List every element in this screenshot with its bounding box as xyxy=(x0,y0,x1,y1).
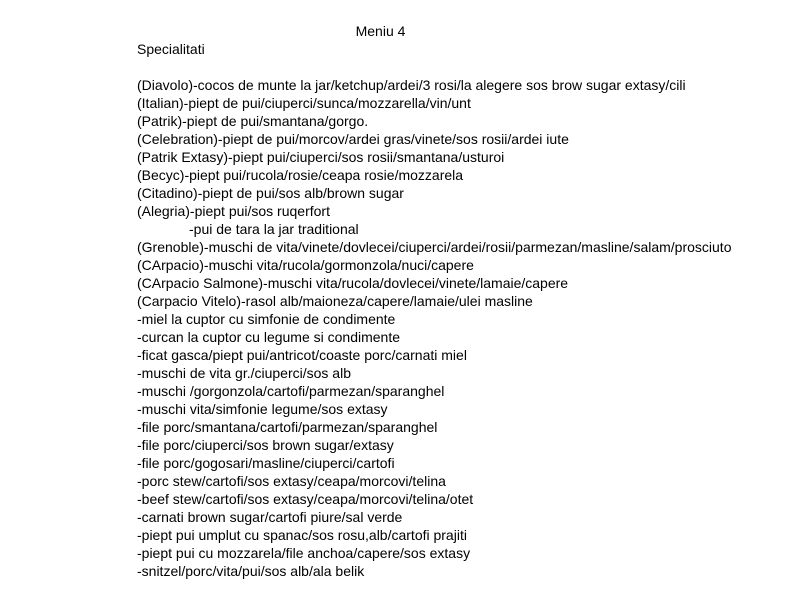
menu-items-list xyxy=(137,76,800,580)
section-heading: Specialitati xyxy=(137,41,205,57)
menu-item: -piept pui cu mozzarela/file anchoa/capere/sos extasy xyxy=(137,545,471,561)
menu-item: -porc stew/cartofi/sos extasy/ceapa/morcovi/telina xyxy=(137,473,446,489)
menu-item: (Celebration)-piept de pui/morcov/ardei gras/vinete/sos rosii/ardei iute xyxy=(137,131,569,147)
menu-item: -muschi vita/simfonie legume/sos extasy xyxy=(137,401,388,417)
menu-item: (CArpacio)-muschi vita/rucola/gormonzola/nuci/capere xyxy=(137,257,474,273)
menu-item: (Alegria)-piept pui/sos ruqerfort xyxy=(137,203,330,219)
menu-item: -file porc/smantana/cartofi/parmezan/sparanghel xyxy=(137,419,438,435)
menu-title: Meniu 4 xyxy=(355,23,406,39)
menu-item: (Patrik Extasy)-piept pui/ciuperci/sos rosii/smantana/usturoi xyxy=(137,149,505,165)
menu-item: -file porc/gogosari/masline/ciuperci/cartofi xyxy=(137,455,395,471)
menu-item: (Grenoble)-muschi de vita/vinete/dovlecei/ciuperci/ardei/rosii/parmezan/masline/salam/prosciuto xyxy=(137,239,732,255)
menu-item: -piept pui umplut cu spanac/sos rosu,alb/cartofi prajiti xyxy=(137,527,467,543)
menu-item: -file porc/ciuperci/sos brown sugar/extasy xyxy=(137,437,394,453)
menu-item: (Patrik)-piept de pui/smantana/gorgo. xyxy=(137,113,369,129)
menu-item: -miel la cuptor cu simfonie de condimente xyxy=(137,311,396,327)
menu-item: -muschi de vita gr./ciuperci/sos alb xyxy=(137,365,351,381)
menu-item: (Carpacio Vitelo)-rasol alb/maioneza/capere/lamaie/ulei masline xyxy=(137,293,533,309)
menu-item: (CArpacio Salmone)-muschi vita/rucola/dovlecei/vinete/lamaie/capere xyxy=(137,275,569,291)
menu-item: -curcan la cuptor cu legume si condimente xyxy=(137,329,401,345)
menu-item: -snitzel/porc/vita/pui/sos alb/ala belik xyxy=(137,563,365,579)
menu-item: -muschi /gorgonzola/cartofi/parmezan/sparanghel xyxy=(137,383,445,399)
menu-item: -carnati brown sugar/cartofi piure/sal verde xyxy=(137,509,403,525)
menu-item: -pui de tara la jar traditional xyxy=(189,221,359,237)
menu-item: (Citadino)-piept de pui/sos alb/brown sugar xyxy=(137,185,404,201)
menu-item: -beef stew/cartofi/sos extasy/ceapa/morcovi/telina/otet xyxy=(137,491,474,507)
menu-item: (Italian)-piept de pui/ciuperci/sunca/mozzarella/vin/unt xyxy=(137,95,471,111)
menu-item: (Becyc)-piept pui/rucola/rosie/ceapa rosie/mozzarela xyxy=(137,167,464,183)
menu-item: -ficat gasca/piept pui/antricot/coaste porc/carnati miel xyxy=(137,347,467,363)
menu-item: (Diavolo)-cocos de munte la jar/ketchup/ardei/3 rosi/la alegere sos brow sugar extasy/cili xyxy=(137,77,686,93)
